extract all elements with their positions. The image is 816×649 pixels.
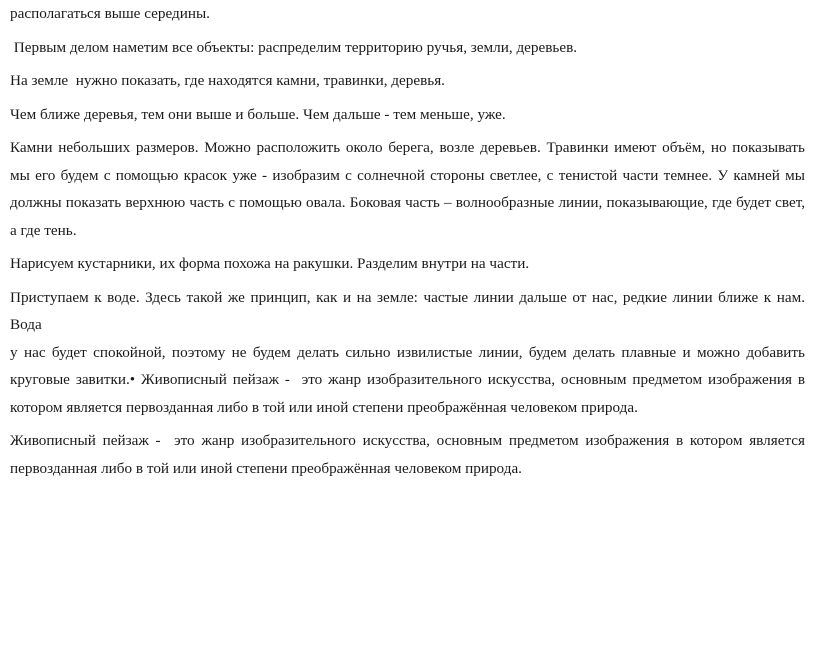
paragraph — [10, 0, 805, 28]
text-line: На земле нужно показать, где находятся камни, травинки, деревья. — [10, 72, 445, 89]
text-line: располагаться выше середины. — [10, 5, 210, 22]
text-line: Чем ближе деревья, тем они выше и больше. Чем дальше - тем меньше, уже. — [10, 105, 506, 123]
paragraph — [10, 427, 805, 482]
paragraph — [10, 134, 805, 244]
paragraph — [10, 250, 805, 278]
text-line: Живописный пейзаж - это жанр изобразительного искусства, основным предметом изображения в котором является — [10, 432, 805, 449]
text-line: у нас будет спокойной, поэтому не будем делать сильно извилистые линии, будем делать плавные и можно добавить — [10, 343, 805, 361]
text-line: Камни небольших размеров. Можно расположить около берега, возле деревьев. Травинки имеют объём, но показывать — [10, 139, 805, 156]
text-line: котором является первозданная либо в той или иной степени преображённая человеком природа. — [10, 398, 638, 416]
paragraph — [10, 101, 805, 129]
paragraph — [10, 34, 805, 62]
paragraph — [10, 67, 805, 95]
text-line: круговые завитки.• Живописный пейзаж - это жанр изобразительного искусства, основным предметом изображения в — [10, 371, 805, 388]
paragraph — [10, 284, 805, 422]
text-line: мы его будем с помощью красок уже - изобразим с солнечной стороны светлее, с тенистой части темнее. У камней мы — [10, 166, 805, 184]
text-line: Нарисуем кустарники, их форма похожа на ракушки. Разделим внутри на части. — [10, 255, 530, 272]
text-line: должны показать верхнюю часть с помощью овала. Боковая часть – волнообразные линии, показывающие, где будет свет, — [10, 194, 805, 211]
text-line: а где тень. — [10, 221, 77, 239]
text-line: Приступаем к воде. Здесь такой же принцип, как и на земле: частые линии дальше от нас, редкие линии ближе к нам. Вода — [10, 288, 805, 333]
text-line: Первым делом наметим все объекты: распределим территорию ручья, земли, деревьев. — [10, 38, 578, 56]
text-line: первозданная либо в той или иной степени преображённая человеком природа. — [10, 459, 522, 477]
